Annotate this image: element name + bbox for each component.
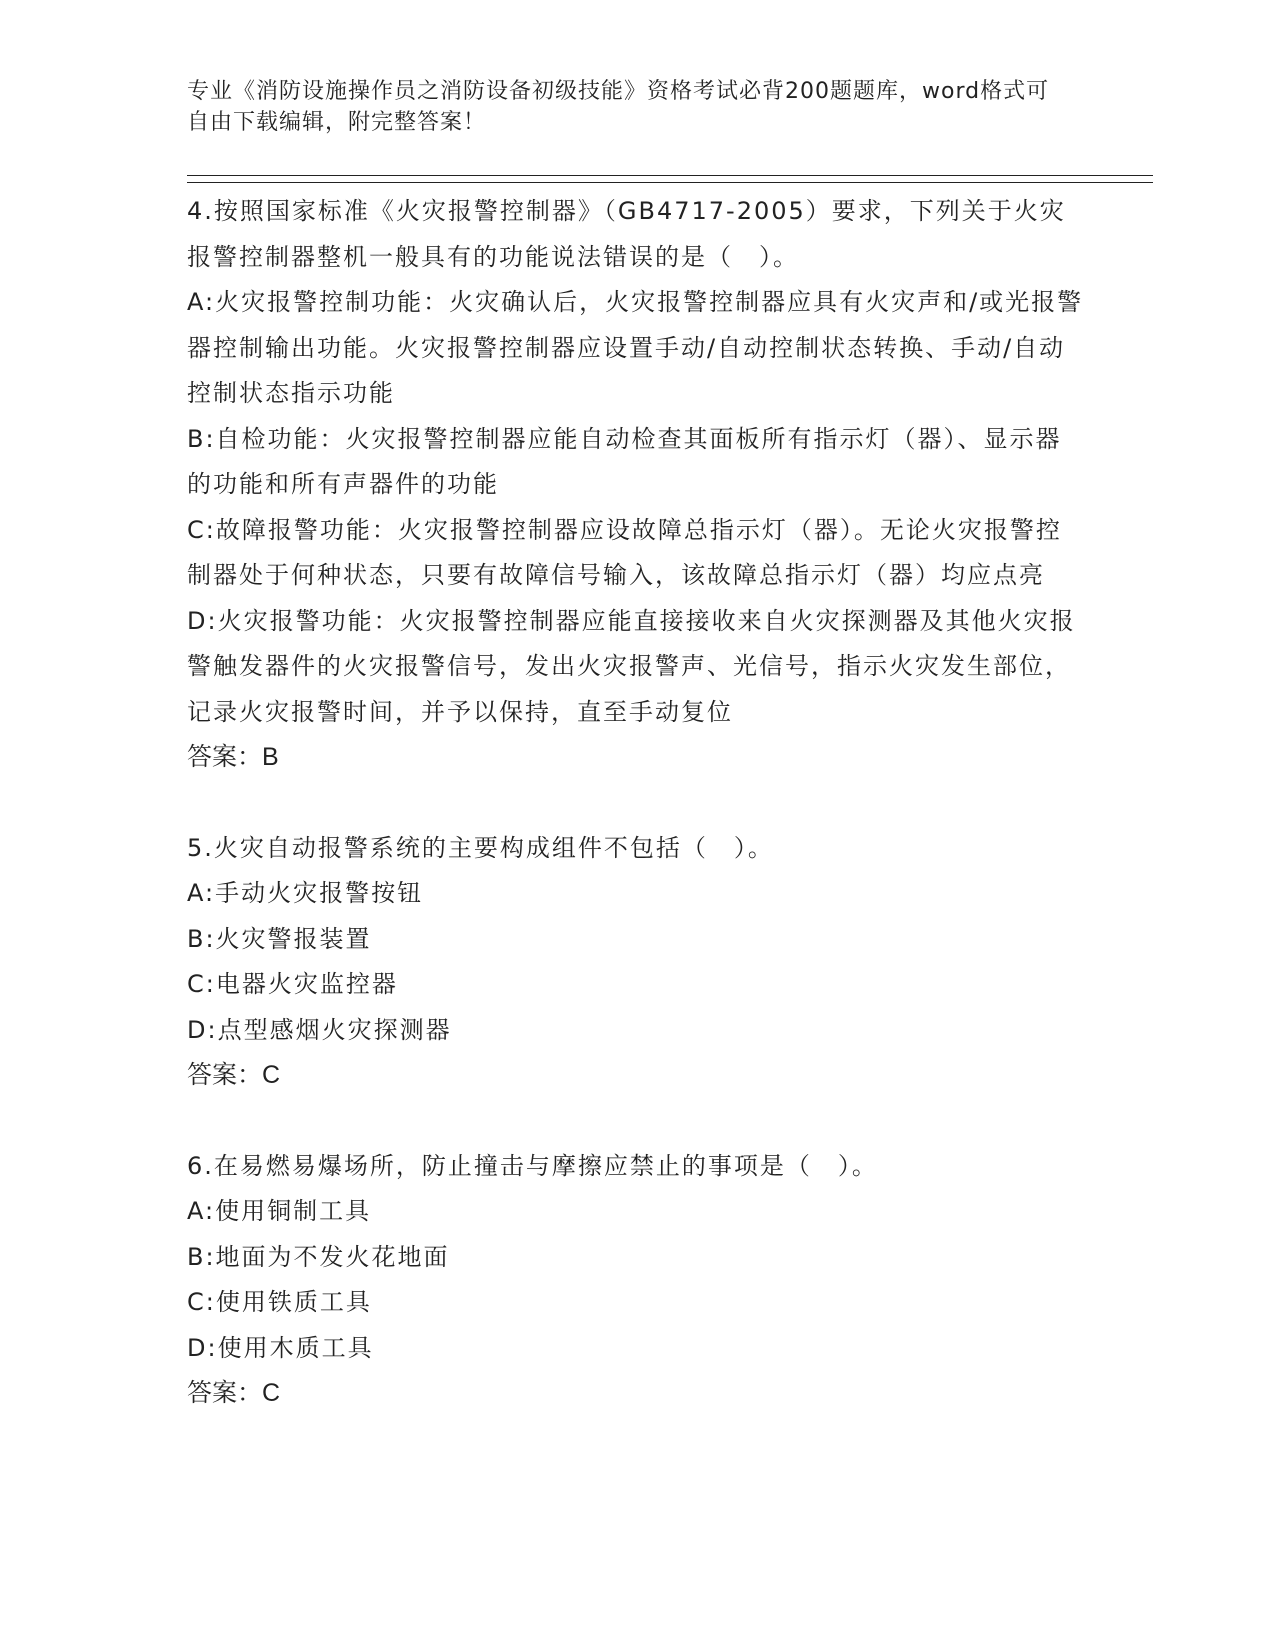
- option-a: A:使用铜制工具: [187, 1197, 372, 1225]
- document-header: [187, 76, 1067, 138]
- answer-label: 答案：C: [187, 1379, 281, 1407]
- question-spacer: [187, 781, 1087, 826]
- header-divider-bottom: [187, 182, 1153, 183]
- option-d: D:火灾报警功能：火灾报警控制器应能直接接收来自火灾探测器及其他火灾报警触发器件的火灾报警信号，发出火灾报警声、光信号，指示火灾发生部位，记录火灾报警时间，并予以保持，直至手动复位: [187, 606, 1076, 726]
- question-stem: 6.在易燃易爆场所，防止撞击与摩擦应禁止的事项是（ ）。: [187, 1151, 878, 1180]
- option-c: C:使用铁质工具: [187, 1288, 372, 1316]
- question-6: [187, 1144, 1087, 1417]
- option-c: C:电器火灾监控器: [187, 970, 398, 998]
- option-b: B:自检功能：火灾报警控制器应能自动检查其面板所有指示灯（器）、显示器的功能和所有声器件的功能: [187, 424, 1062, 498]
- question-spacer: [187, 1099, 1087, 1144]
- answer-label: 答案：B: [187, 743, 279, 771]
- question-4: [187, 189, 1087, 781]
- header-text: 专业《消防设施操作员之消防设备初级技能》资格考试必背200题题库，word格式可自由下载编辑，附完整答案！: [187, 79, 1050, 135]
- question-list: [187, 189, 1087, 1417]
- question-5: [187, 826, 1087, 1099]
- question-stem: 5.火灾自动报警系统的主要构成组件不包括（ ）。: [187, 833, 774, 862]
- header-divider-top: [187, 175, 1153, 176]
- option-a: A:手动火灾报警按钮: [187, 879, 424, 907]
- answer-label: 答案：C: [187, 1061, 281, 1089]
- option-d: D:使用木质工具: [187, 1333, 374, 1362]
- option-a: A:火灾报警控制功能：火灾确认后，火灾报警控制器应具有火灾声和/或光报警器控制输出功能。火灾报警控制器应设置手动/自动控制状态转换、手动/自动控制状态指示功能: [187, 288, 1084, 407]
- option-b: B:地面为不发火花地面: [187, 1242, 450, 1271]
- option-d: D:点型感烟火灾探测器: [187, 1015, 452, 1044]
- question-stem: 4.按照国家标准《火灾报警控制器》（GB4717-2005）要求，下列关于火灾报警控制器整机一般具有的功能说法错误的是（ ）。: [187, 197, 1066, 271]
- option-b: B:火灾警报装置: [187, 924, 372, 953]
- option-c: C:故障报警功能：火灾报警控制器应设故障总指示灯（器）。无论火灾报警控制器处于何种状态，只要有故障信号输入，该故障总指示灯（器）均应点亮: [187, 515, 1062, 589]
